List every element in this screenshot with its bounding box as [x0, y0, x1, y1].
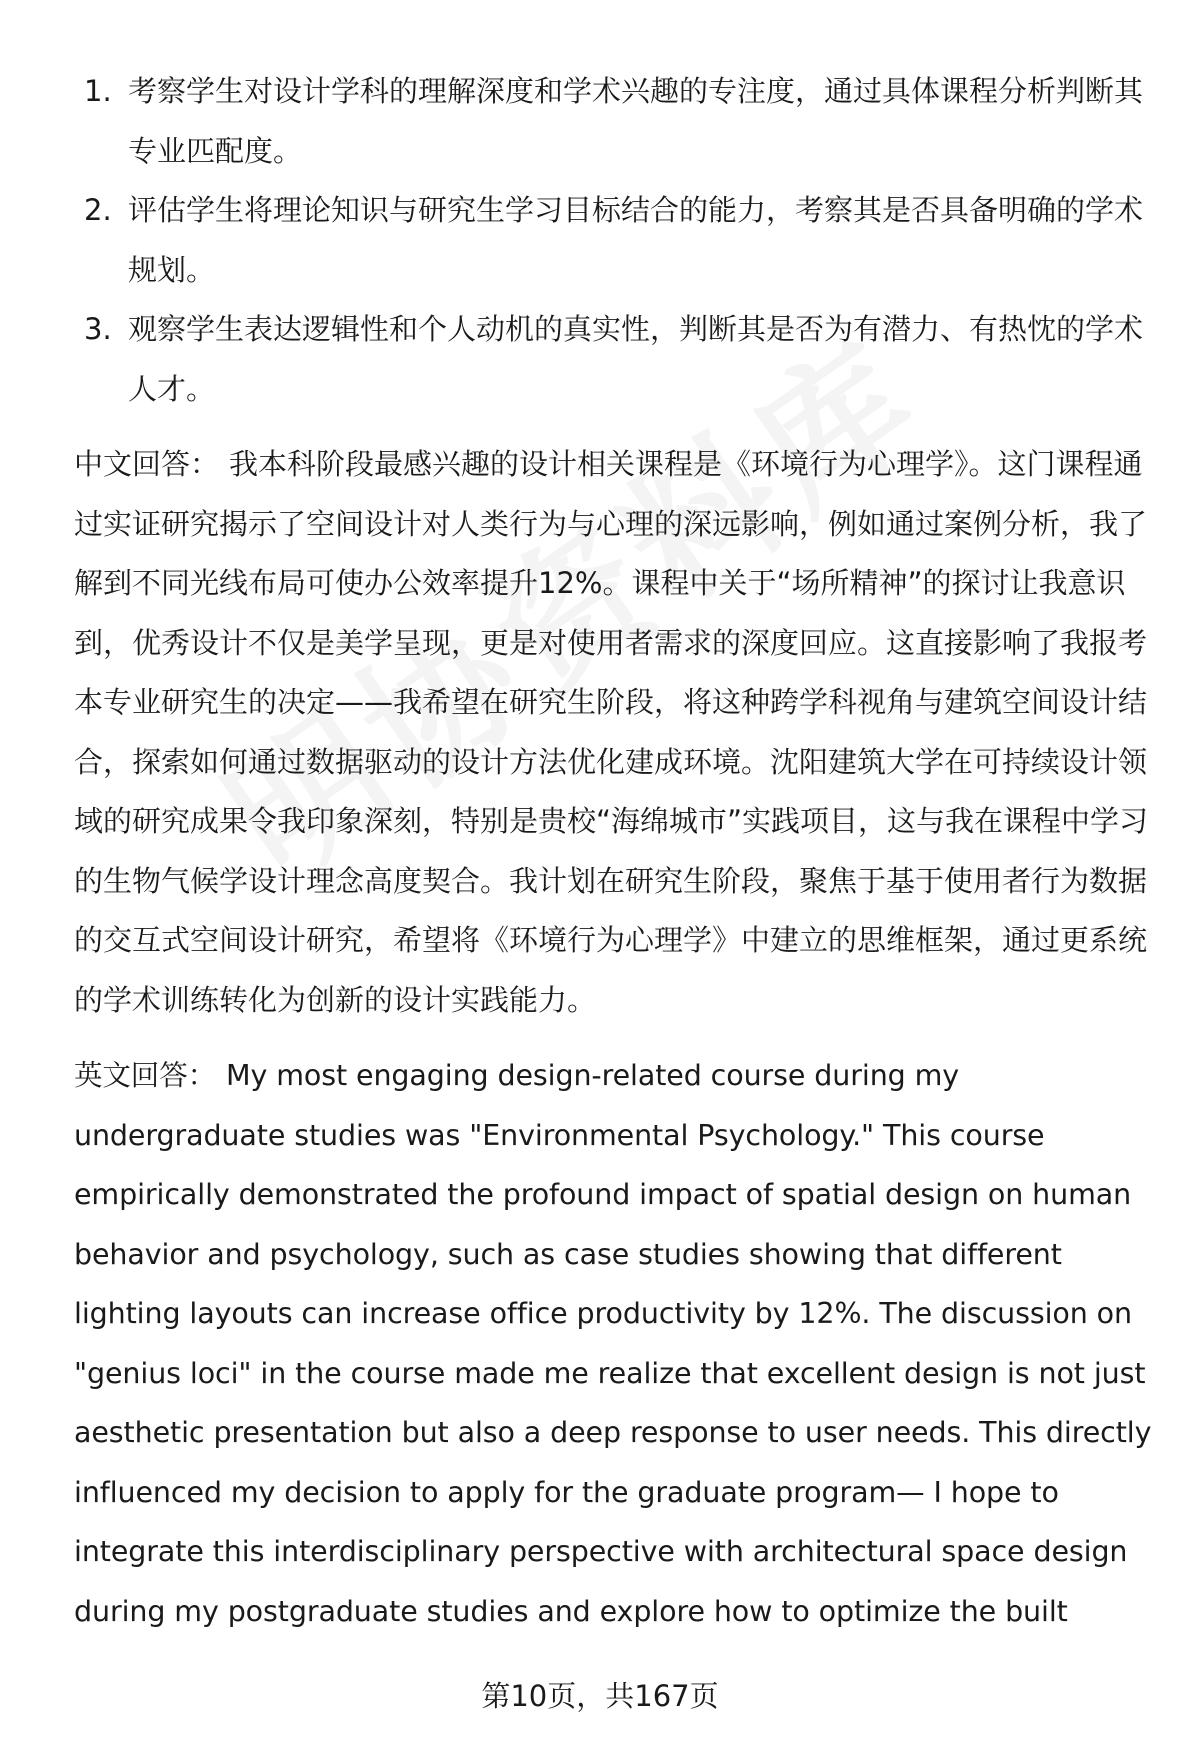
- list-item-number: 2.: [84, 193, 112, 227]
- list-item: [74, 181, 1154, 300]
- list-item-number: 3.: [84, 312, 112, 346]
- list-item-number: 1.: [84, 74, 112, 108]
- evaluation-points-list: [74, 62, 1154, 419]
- chinese-answer-paragraph: [74, 435, 1154, 1030]
- list-item: [74, 62, 1154, 181]
- page-content: [74, 62, 1154, 1641]
- english-answer-label: 英文回答：: [74, 1059, 217, 1092]
- english-answer-paragraph: [74, 1046, 1154, 1641]
- list-item-text: 评估学生将理论知识与研究生学习目标结合的能力，考察其是否具备明确的学术规划。: [128, 193, 1144, 287]
- chinese-answer-text: 我本科阶段最感兴趣的设计相关课程是《环境行为心理学》。这门课程通过实证研究揭示了空间设计对人类行为与心理的深远影响，例如通过案例分析，我了解到不同光线布局可使办公效率提升12%。课程中关于“场所精神”的探讨让我意识到，优秀设计不仅是美学呈现，更是对使用者需求的深度回应。这直接影响了我报考本专业研究生的决定——我希望在研究生阶段，将这种跨学科视角与建筑空间设计结合，探索如何通过数据驱动的设计方法优化建成环境。沈阳建筑大学在可持续设计领域的研究成果令我印象深刻，特别是贵校“海绵城市”实践项目，这与我在课程中学习的生物气候学设计理念高度契合。我计划在研究生阶段，聚焦于基于使用者行为数据的交互式空间设计研究，希望将《环境行为心理学》中建立的思维框架，通过更系统的学术训练转化为创新的设计实践能力。: [74, 447, 1149, 1017]
- chinese-answer-label: 中文回答：: [74, 447, 220, 481]
- page-number-footer: 第10页，共167页: [481, 1679, 719, 1713]
- list-item-text: 考察学生对设计学科的理解深度和学术兴趣的专注度，通过具体课程分析判断其专业匹配度。: [128, 74, 1144, 168]
- list-item: [74, 300, 1154, 419]
- list-item-text: 观察学生表达逻辑性和个人动机的真实性，判断其是否为有潜力、有热忱的学术人才。: [128, 312, 1144, 406]
- english-answer-text: My most engaging design-related course during my undergraduate studies was "Environmental Psychology." This course empirically demonstrated the profound impact of spatial design on human behavior and psychology, such as case studies showing that different lighting layouts can increase office productivity by 12%. The discussion on "genius loci" in the course made me realize that excellent design is not just aesthetic presentation but also a deep response to user needs. This directly influenced my decision to apply for the graduate program— I hope to integrate this interdisciplinary perspective with architectural space design during my postgraduate studies and explore how to optimize the built: [74, 1059, 1152, 1628]
